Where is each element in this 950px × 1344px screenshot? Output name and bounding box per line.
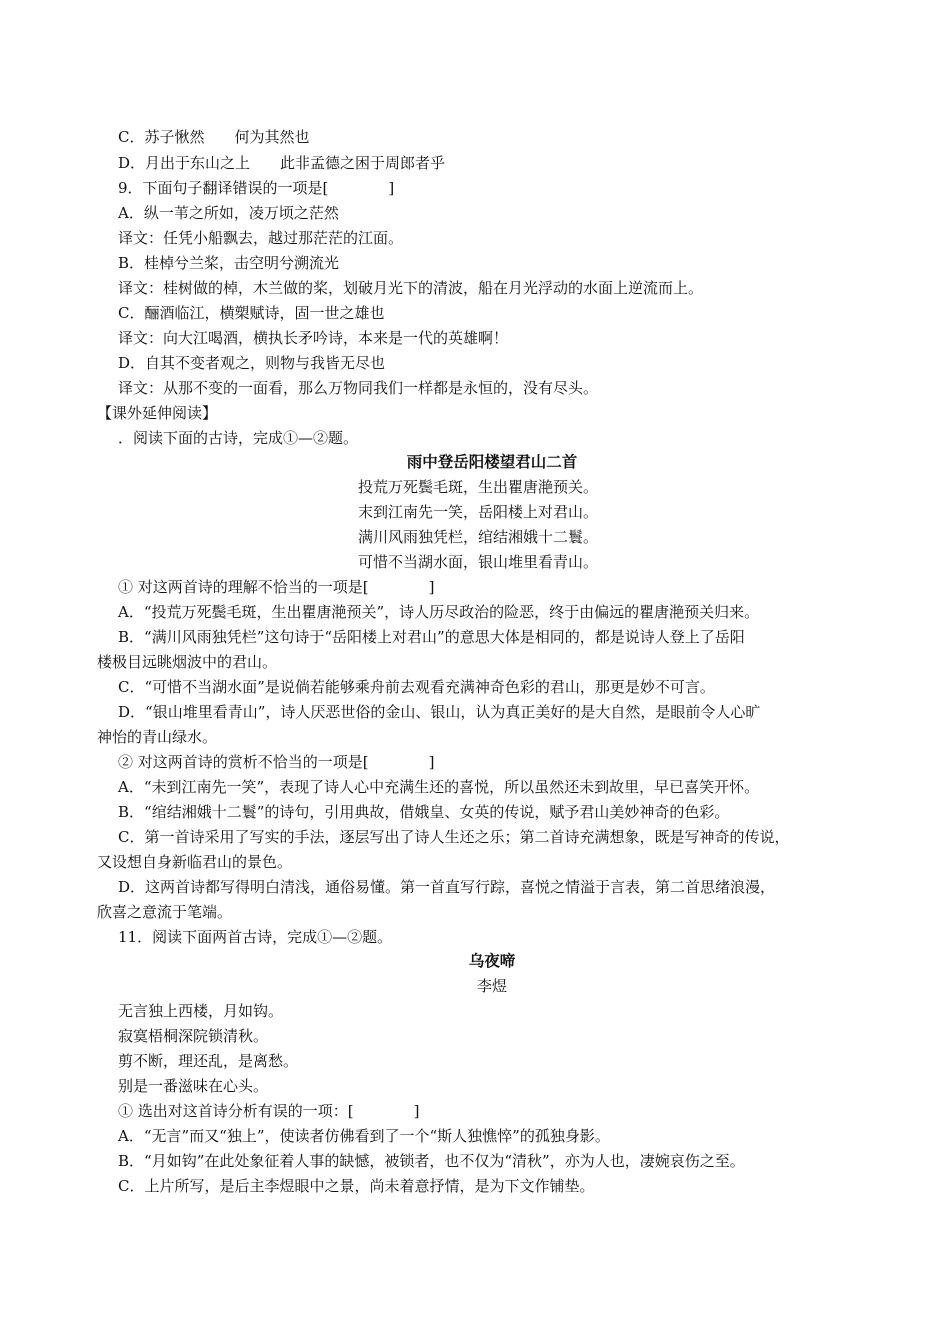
section-heading: 【课外延伸阅读】	[97, 404, 218, 422]
poem1-line: 投荒万死鬓毛斑，生出瞿唐滟预关。	[358, 478, 599, 496]
poem1-title: 雨中登岳阳楼望君山二首	[406, 453, 578, 471]
q9-translation-b: 译文：桂树做的棹，木兰做的桨，划破月光下的清波，船在月光浮动的水面上逆流而上。	[118, 279, 704, 297]
q10-2-option-d: D．这两首诗都写得明白清浅，通俗易懂。第一首直写行踪，喜悦之情溢于言表，第二首思绪浪漫，	[118, 878, 776, 896]
q9-translation-a: 译文：任凭小船飘去，越过那茫茫的江面。	[118, 229, 404, 247]
q10-option-d: D．“银山堆里看青山”，诗人厌恶世俗的金山、银山，认为真正美好的是大自然，是眼前令人心旷	[118, 703, 761, 721]
q10-option-b-cont: 楼极目远眺烟波中的君山。	[97, 653, 278, 671]
question-11-instruction: 11．阅读下面两首古诗，完成①—②题。	[118, 928, 393, 946]
q11-part1: ① 选出对这首诗分析有误的一项：[ ]	[118, 1102, 420, 1120]
option-c-line: C．苏子愀然 何为其然也	[118, 128, 310, 146]
q10-option-c: C．“可惜不当湖水面”是说倘若能够乘舟前去观看充满神奇色彩的君山，那更是妙不可言。	[118, 678, 715, 696]
q9-translation-d: 译文：从那不变的一面看，那么万物同我们一样都是永恒的，没有尽头。	[118, 379, 599, 397]
q11-option-b: B．“月如钩”在此处象征着人事的缺憾，被锁者，也不仅为“清秋”，亦为人也，凄婉哀伤之至。	[118, 1152, 745, 1170]
poem2-line: 寂寞梧桐深院锁清秋。	[118, 1027, 269, 1045]
poem1-line: 可惜不当湖水面，银山堆里看青山。	[358, 553, 599, 571]
q9-option-c: C．酾酒临江，横槊赋诗，固一世之雄也	[118, 304, 385, 322]
q10-2-option-b: B．“绾结湘娥十二鬟”的诗句，引用典故，借娥皇、女英的传说，赋予君山美妙神奇的色彩。	[118, 803, 730, 821]
q10-option-d-cont: 神怡的青山绿水。	[97, 728, 218, 746]
q11-option-c: C．上片所写，是后主李煜眼中之景，尚未着意抒情，是为下文作铺垫。	[118, 1177, 595, 1195]
option-d-line: D．月出于东山之上 此非孟德之困于周郎者乎	[118, 154, 446, 172]
poem2-author: 李煜	[476, 977, 507, 995]
q10-2-option-a: A．“未到江南先一笑”，表现了诗人心中充满生还的喜悦，所以虽然还未到故里，早已喜笑开怀。	[118, 778, 760, 796]
q10-part2: ② 对这两首诗的赏析不恰当的一项是[ ]	[118, 753, 435, 771]
poem1-line: 末到江南先一笑，岳阳楼上对君山。	[358, 503, 599, 521]
q10-option-b: B．“满川风雨独凭栏”这句诗于“岳阳楼上对君山”的意思大体是相同的，都是说诗人登上了岳阳	[118, 628, 745, 646]
q10-2-option-d-cont: 欣喜之意流于笔端。	[97, 903, 233, 921]
q9-option-b: B．桂棹兮兰桨，击空明兮溯流光	[118, 254, 340, 272]
question-10-instruction: ．阅读下面的古诗，完成①—②题。	[118, 429, 359, 447]
question-9: 9．下面句子翻译错误的一项是[ ]	[118, 179, 395, 197]
q9-option-a: A．纵一苇之所如，凌万顷之茫然	[118, 204, 339, 222]
q11-option-a: A．“无言”而又“独上”，使读者仿佛看到了一个“斯人独憔悴”的孤独身影。	[118, 1127, 610, 1145]
q9-option-d: D．自其不变者观之，则物与我皆无尽也	[118, 354, 386, 372]
q10-2-option-c-cont: 又设想自身新临君山的景色。	[97, 853, 293, 871]
q10-2-option-c: C．第一首诗采用了写实的手法，逐层写出了诗人生还之乐；第二首诗充满想象，既是写神奇的传说，	[118, 828, 790, 846]
poem1-line: 满川风雨独凭栏，绾结湘娥十二鬟。	[358, 528, 599, 546]
poem2-line: 别是一番滋味在心头。	[118, 1077, 269, 1095]
poem2-title: 乌夜啼	[468, 952, 516, 970]
q9-translation-c: 译文：向大江喝酒，横执长矛吟诗，本来是一代的英雄啊！	[118, 329, 509, 347]
q10-part1: ① 对这两首诗的理解不恰当的一项是[ ]	[118, 578, 435, 596]
poem2-line: 剪不断，理还乱，是离愁。	[118, 1052, 299, 1070]
q10-option-a: A．“投荒万死鬓毛斑，生出瞿唐滟预关”，诗人历尽政治的险恶，终于由偏远的瞿唐滟预关归来。	[118, 603, 760, 621]
poem2-line: 无言独上西楼，月如钩。	[118, 1002, 284, 1020]
